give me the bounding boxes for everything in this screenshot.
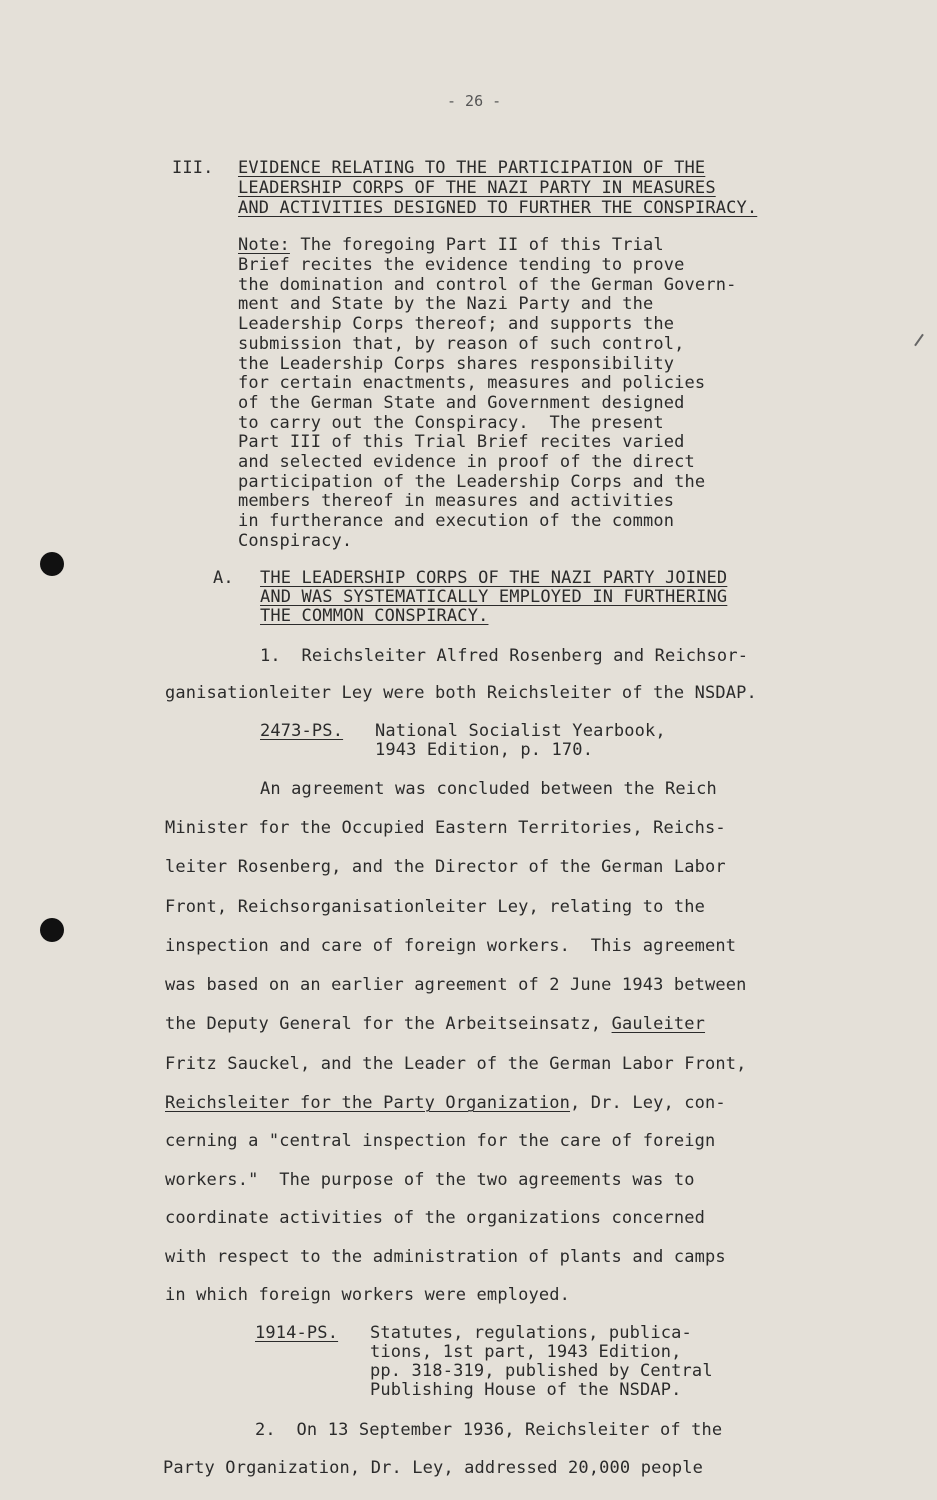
note-line: submission that, by reason of such control, [238,333,685,354]
note-line: the domination and control of the German Govern- [238,274,737,295]
subsection-title-line-1: THE LEADERSHIP CORPS OF THE NAZI PARTY JOINED [260,568,728,588]
para2-line: Fritz Sauckel, and the Leader of the German Labor Front, [165,1054,747,1074]
ref1-line-1: National Socialist Yearbook, [375,721,666,741]
section-numeral: III. [172,158,214,178]
note-line: Brief recites the evidence tending to prove [238,255,685,275]
ref2-line: pp. 318-319, published by Central [370,1361,713,1381]
ref2-line: tions, 1st part, 1943 Edition, [370,1342,682,1362]
note-line: Part III of this Trial Brief recites varied [238,432,685,453]
para2-line: coordinate activities of the organizations concerned [165,1208,706,1228]
subsection-letter: A. [213,568,234,588]
note-line: participation of the Leadership Corps and the [238,471,706,492]
para2-line: in which foreign workers were employed. [165,1285,571,1305]
punch-hole-top [40,552,64,576]
note-first-line-text: The foregoing Part II of this Trial [289,235,664,255]
section-title-line-1: EVIDENCE RELATING TO THE PARTICIPATION OF THE [238,158,706,178]
para2-line-9 [165,1093,726,1113]
para1-line-1: 1. Reichsleiter Alfred Rosenberg and Reichsor- [260,646,749,666]
note-line: to carry out the Conspiracy. The present [238,412,664,433]
note-line: members thereof in measures and activities [238,491,675,512]
para2-line: was based on an earlier agreement of 2 June 1943 between [165,975,747,995]
note-line: ment and State by the Nazi Party and the [238,294,654,315]
para1-line-2: ganisationleiter Ley were both Reichsleiter of the NSDAP. [165,683,757,703]
note-line: Leadership Corps thereof; and supports the [238,314,675,335]
page-number: - 26 - [447,92,502,110]
pencil-mark [914,334,924,347]
note-line: of the German State and Government designed [238,392,685,413]
party-organization-underlined: Reichsleiter for the Party Organization [165,1093,571,1113]
ref2-line: Statutes, regulations, publica- [370,1323,692,1343]
para2-line: inspection and care of foreign workers. This agreement [165,936,737,956]
para3-line-1: 2. On 13 September 1936, Reichsleiter of the [255,1420,723,1440]
note-line: in furtherance and execution of the common [238,511,675,532]
para2-line: Front, Reichsorganisationleiter Ley, relating to the [165,897,706,917]
note-line: Conspiracy. [238,530,353,551]
punch-hole-bottom [40,918,64,942]
gauleiter-underlined: Gauleiter [611,1014,706,1034]
note-line-1 [238,235,664,255]
note-line: for certain enactments, measures and policies [238,373,706,394]
para2-line: with respect to the administration of plants and camps [165,1247,726,1267]
para2-line: Minister for the Occupied Eastern Territories, Reichs- [165,818,726,838]
para2-line: cerning a "central inspection for the care of foreign [165,1131,716,1151]
ref1-doc-number: 2473-PS. [260,721,344,741]
para2-line: leiter Rosenberg, and the Director of the German Labor [165,857,726,877]
section-title-line-3: AND ACTIVITIES DESIGNED TO FURTHER THE CONSPIRACY. [238,198,758,218]
para3-line-2: Party Organization, Dr. Ley, addressed 20,000 people [163,1458,704,1478]
subsection-title-line-2: AND WAS SYSTEMATICALLY EMPLOYED IN FURTHERING [260,587,728,607]
para2-line-7-text: the Deputy General for the Arbeitseinsatz, [165,1014,612,1034]
para2-line-9-text: , Dr. Ley, con- [570,1093,726,1113]
section-title-line-2: LEADERSHIP CORPS OF THE NAZI PARTY IN MEASURES [238,178,716,198]
note-line: the Leadership Corps shares responsibility [238,353,675,374]
ref2-line: Publishing House of the NSDAP. [370,1380,682,1400]
ref1-line-2: 1943 Edition, p. 170. [375,740,594,760]
para2-line-7 [165,1014,705,1034]
para2-line: An agreement was concluded between the Reich [260,779,717,799]
ref2-doc-number: 1914-PS. [255,1323,339,1343]
note-label: Note: [238,235,290,255]
subsection-title-line-3: THE COMMON CONSPIRACY. [260,606,489,626]
note-line: and selected evidence in proof of the direct [238,452,695,472]
para2-line: workers." The purpose of the two agreements was to [165,1170,695,1190]
